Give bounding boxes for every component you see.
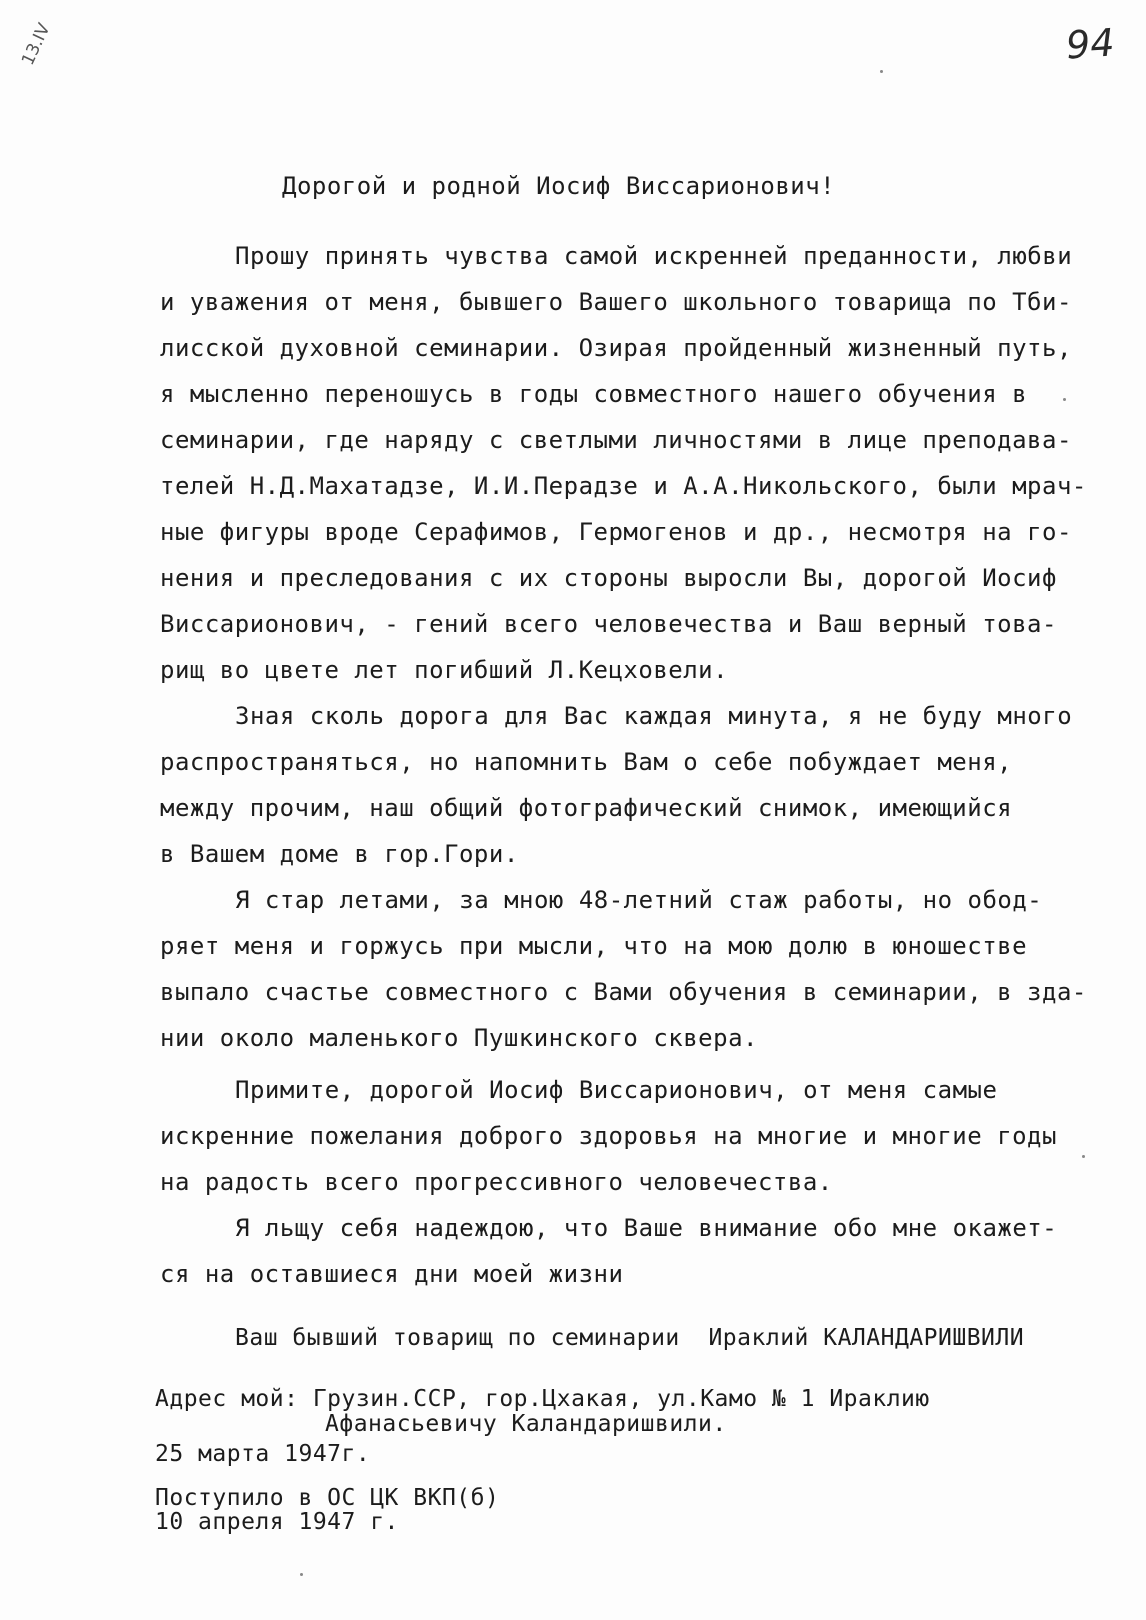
paragraph-line: Примите, дорогой Иосиф Виссарионович, от меня самые (235, 1076, 998, 1104)
address-line: Афанасьевичу Каландаришвили. (325, 1411, 727, 1437)
paragraph-line: ные фигуры вроде Серафимов, Гермогенов и др., несмотря на го- (160, 518, 1072, 546)
paragraph-line: нии около маленького Пушкинского сквера. (160, 1024, 758, 1052)
paragraph-line: искренние пожелания доброго здоровья на многие и многие годы (160, 1122, 1057, 1150)
paragraph-line: рищ во цвете лет погибший Л.Кецховели. (160, 656, 729, 684)
paragraph-line: ряет меня и горжусь при мысли, что на мою долю в юношестве (160, 932, 1028, 960)
scan-speck (1082, 1155, 1085, 1158)
paragraph-line: распространяться, но напомнить Вам о себе побуждает меня, (160, 748, 1013, 776)
paragraph-line: между прочим, наш общий фотографический снимок, имеющийся (160, 794, 1013, 822)
paragraph-line: телей Н.Д.Махатадзе, И.И.Перадзе и А.А.Никольского, были мрач- (160, 472, 1087, 500)
scan-speck (880, 70, 883, 73)
paragraph-line: я мысленно переношусь в годы совместного нашего обучения в (160, 380, 1028, 408)
scan-speck (300, 1573, 303, 1576)
paragraph-line: семинарии, где наряду с светлыми личностями в лице преподава- (160, 426, 1072, 454)
corner-note: 13.IV (18, 20, 55, 69)
signature: Ваш бывший товарищ по семинарии Ираклий КАЛАНДАРИШВИЛИ (235, 1325, 1025, 1351)
paragraph-line: лисской духовной семинарии. Озирая пройденный жизненный путь, (160, 334, 1072, 362)
address-line: Адрес мой: Грузин.ССР, гор.Цхакая, ул.Камо № 1 Ираклию (155, 1386, 930, 1412)
page-number: 94 (1064, 20, 1116, 68)
paragraph-line: выпало счастье совместного с Вами обучения в семинарии, в зда- (160, 978, 1087, 1006)
paragraph-line: нения и преследования с их стороны выросли Вы, дорогой Иосиф (160, 564, 1057, 592)
paragraph-line: на радость всего прогрессивного человечества. (160, 1168, 833, 1196)
paragraph-line: Я стар летами, за мною 48-летний стаж работы, но обод- (235, 886, 1043, 914)
paragraph-line: в Вашем доме в гор.Гори. (160, 840, 519, 868)
paragraph-line: Прошу принять чувства самой искренней преданности, любви (235, 242, 1073, 270)
received-line: Поступило в ОС ЦК ВКП(б) (155, 1485, 500, 1511)
scan-speck (1063, 398, 1066, 401)
paragraph-line: ся на оставшиеся дни моей жизни (160, 1260, 624, 1288)
paragraph-line: и уважения от меня, бывшего Вашего школьного товарища по Тби- (160, 288, 1072, 316)
received-line: 10 апреля 1947 г. (155, 1509, 399, 1535)
paragraph-line: Зная сколь дорога для Вас каждая минута, я не буду много (235, 702, 1073, 730)
letter-date: 25 марта 1947г. (155, 1441, 371, 1467)
salutation: Дорогой и родной Иосиф Виссарионович! (282, 172, 836, 200)
paragraph-line: Виссарионович, - гений всего человечества и Ваш верный това- (160, 610, 1057, 638)
paragraph-line: Я льщу себя надеждою, что Ваше внимание обо мне окажет- (235, 1214, 1058, 1242)
